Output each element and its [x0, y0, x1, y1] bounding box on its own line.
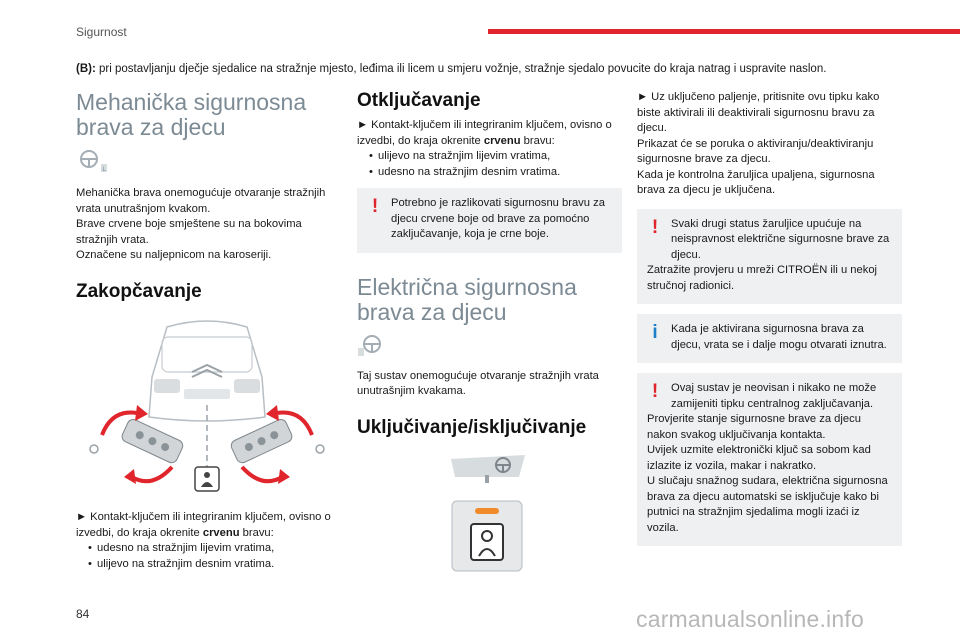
- unlock-bullets: [357, 149, 622, 180]
- column-unlock-electric: [357, 90, 622, 578]
- dashboard-button-icon: [449, 453, 622, 493]
- lock-instruction-text: Kontakt-ključem ili integriranim ključem, ovisno o izvedbi, do kraja okrenite: [76, 511, 331, 539]
- toggle-instruction: [637, 90, 902, 137]
- red-word: crvenu: [483, 134, 521, 147]
- warning-notice: [637, 373, 902, 546]
- desc-line: Mehanička brava onemogućuje otvaranje stražnjih vrata unutrašnjom kvakom.: [76, 187, 326, 215]
- lock-instruction-end: bravu:: [239, 526, 274, 539]
- list-item: • udesno na stražnjim desnim vratima.: [369, 165, 622, 181]
- lock-instruction: [76, 510, 341, 541]
- list-item: • ulijevo na stražnjim lijevim vratima,: [369, 149, 622, 165]
- warning-mark-icon: !: [371, 196, 379, 217]
- desc-line: Označene su naljepnicom na karoseriji.: [76, 249, 272, 261]
- status-line: Kada je kontrolna žaruljica upaljena, sigurnosna brava za djecu je uključena.: [637, 168, 875, 196]
- toggle-heading: Uključivanje/isključivanje: [357, 416, 587, 438]
- electric-lock-description: Taj sustav onemogućuje otvaranje stražnjih vrata unutrašnjim kvakama.: [357, 369, 599, 397]
- section-title: Sigurnost: [76, 25, 127, 39]
- info-text: Kada je aktivirana sigurnosna brava za djecu, vrata se i dalje mogu otvarati iznutra.: [671, 323, 887, 351]
- desc-line: Brave crvene boje smještene su na bokovima stražnjih vrata.: [76, 218, 302, 246]
- warning-text: Uvijek uzmite elektronički ključ sa sobom kad izlazite iz vozila, makar i nakratko.: [647, 444, 871, 472]
- door-lock-illustration: [82, 317, 341, 501]
- child-lock-button-icon: [451, 500, 622, 578]
- info-mark-icon: i: [652, 322, 658, 343]
- warning-mark-icon: !: [651, 216, 659, 238]
- unlock-instruction-end: bravu:: [520, 134, 555, 147]
- unlock-heading: Otključavanje: [357, 90, 481, 111]
- mechanical-lock-description: [76, 186, 341, 264]
- warning-text: Zatražite provjeru u mreži CITROËN ili u nekoj stručnoj radionici.: [647, 264, 878, 292]
- watermark: carmanualsonline.info: [636, 606, 864, 632]
- steering-wheel-icon: [76, 148, 110, 174]
- warning-text: Potrebno je razlikovati sigurnosnu bravu za djecu crvene boje od brave za pomoćno zaključavanje, koja je crne boje.: [391, 197, 605, 240]
- arrow-right-icon: ►: [76, 511, 88, 523]
- warning-mark-icon: !: [651, 381, 659, 402]
- unlock-instruction-text: Kontakt-ključem ili integriranim ključem, ovisno o izvedbi, do kraja okrenite: [357, 119, 612, 147]
- status-line: Prikazat će se poruka o aktiviranju/deaktiviranju sigurnosne brave za djecu.: [637, 137, 874, 165]
- svg-text:L: L: [102, 166, 106, 173]
- lock-bullets: [76, 541, 341, 572]
- toggle-instruction-text: Uz uključeno paljenje, pritisnite ovu tipku kako biste aktivirali ili deaktivirali sigurnosnu bravu za djecu.: [637, 91, 880, 134]
- warning-text: U slučaju snažnog sudara, električna sigurnosna brava za djecu automatski se isključuje kako bi putnici na stražnjim sjedalima mogli izaći iz vozila.: [647, 475, 888, 534]
- section-accent-bar: [488, 29, 960, 34]
- red-word: crvenu: [202, 526, 240, 539]
- mechanical-lock-title: Mehanička sigurnosna brava za djecu: [76, 89, 307, 140]
- warning-notice: [357, 188, 622, 253]
- intro-paragraph: [76, 62, 896, 77]
- warning-text: Ovaj sustav je neovisan i nikako ne može zamijeniti tipku centralnog zaključavanja.: [671, 382, 877, 410]
- list-item: • ulijevo na stražnjim desnim vratima.: [88, 557, 341, 573]
- page-number: 84: [76, 607, 90, 621]
- warning-text: Svaki drugi status žaruljice upućuje na neispravnost električne sigurnosne brave za djecu.: [671, 217, 890, 261]
- intro-text: pri postavljanju dječje sjedalice na stražnje mjesto, leđima ili licem u smjeru vožnje, stražnje sjedalo povucite do kraja natrag i uspravite naslon.: [95, 63, 827, 75]
- lock-heading: Zakopčavanje: [76, 280, 202, 302]
- arrow-right-icon: ►: [637, 91, 649, 103]
- electric-lock-title: Električna sigurnosna brava za djecu: [357, 273, 577, 325]
- intro-label: (B):: [76, 63, 96, 75]
- warning-text: Provjerite stanje sigurnosne brave za djecu nakon svakog uključivanja kontakta.: [647, 413, 861, 441]
- unlock-instruction: [357, 118, 622, 149]
- list-item: • udesno na stražnjim lijevim vratima,: [88, 541, 341, 557]
- info-notice: [637, 314, 902, 363]
- steering-wheel-icon: [357, 333, 391, 359]
- column-mechanical-lock: [76, 90, 341, 572]
- warning-notice: [637, 209, 902, 305]
- arrow-right-icon: ►: [357, 119, 369, 131]
- column-electric-details: [637, 90, 902, 546]
